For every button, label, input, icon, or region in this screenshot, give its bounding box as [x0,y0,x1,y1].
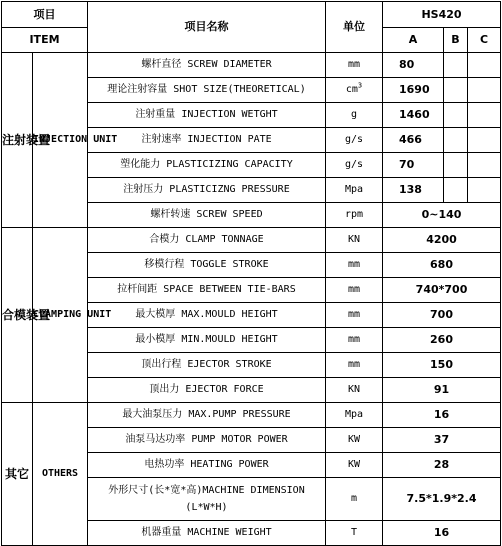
row-unit: KW [326,428,383,453]
row-value-c [468,128,501,153]
row-name: 注射压力 PLASTICIZNG PRESSURE [88,178,326,203]
row-name: 外形尺寸(长*宽*高)MACHINE DIMENSION (L*W*H) [88,478,326,521]
group-others-en: OTHERS [33,403,88,546]
row-unit: m [326,478,383,521]
row-unit: mm [326,328,383,353]
row-name: 顶出力 EJECTOR FORCE [88,378,326,403]
table-row [2,228,501,253]
row-value-span: 16 [383,521,501,546]
row-unit: T [326,521,383,546]
row-value-c [468,103,501,128]
group-clamping-cn: 合模装置 [2,228,33,403]
header-name: 项目名称 [88,2,326,53]
row-value-b [444,78,468,103]
row-value-c [468,53,501,78]
row-value-span: 91 [383,378,501,403]
header-col-c: C [468,28,501,53]
row-name: 最小模厚 MIN.MOULD HEIGHT [88,328,326,353]
row-unit: Mpa [326,178,383,203]
row-value-span: 28 [383,453,501,478]
row-unit: mm [326,253,383,278]
row-unit: KW [326,453,383,478]
header-unit: 单位 [326,2,383,53]
group-injection-cn: 注射装置 [2,53,33,228]
header-col-a: A [383,28,444,53]
table-row [2,53,501,78]
row-name: 合模力 CLAMP TONNAGE [88,228,326,253]
spec-table [1,1,501,546]
row-name: 理论注射容量 SHOT SIZE(THEORETICAL) [88,78,326,103]
row-value-c [468,178,501,203]
row-value-a: 1460 [383,103,444,128]
row-value-b [444,103,468,128]
group-clamping-en: CLAMPING UNIT [33,228,88,403]
row-unit: g [326,103,383,128]
row-unit: mm [326,53,383,78]
group-injection-en: INJECTION UNIT [33,53,88,228]
row-unit: $cm^3$ [326,78,383,103]
row-value-span: 150 [383,353,501,378]
row-unit: g/s [326,128,383,153]
table-row [2,403,501,428]
row-unit: mm [326,303,383,328]
row-value-span: 37 [383,428,501,453]
row-value-a: 80 [383,53,444,78]
header-model: HS420 [383,2,501,28]
header-item-cn: 项目 [2,2,88,28]
row-name: 注射重量 INJECTION WETGHT [88,103,326,128]
row-value-a: 138 [383,178,444,203]
row-name: 油泵马达功率 PUMP MOTOR POWER [88,428,326,453]
row-value-span: 740*700 [383,278,501,303]
row-value-span: 260 [383,328,501,353]
row-value-b [444,178,468,203]
group-others-cn: 其它 [2,403,33,546]
row-name: 机器重量 MACHINE WEIGHT [88,521,326,546]
row-value-span: 16 [383,403,501,428]
row-name: 最大油泵压力 MAX.PUMP PRESSURE [88,403,326,428]
row-name: 注射速率 INJECTION PATE [88,128,326,153]
row-unit: KN [326,378,383,403]
row-value-span: 700 [383,303,501,328]
row-unit: mm [326,278,383,303]
row-name: 螺杆直径 SCREW DIAMETER [88,53,326,78]
row-value-a: 70 [383,153,444,178]
row-unit: Mpa [326,403,383,428]
row-name: 顶出行程 EJECTOR STROKE [88,353,326,378]
row-value-span: 7.5*1.9*2.4 [383,478,501,521]
row-value-a: 1690 [383,78,444,103]
row-unit: g/s [326,153,383,178]
row-value-a: 466 [383,128,444,153]
row-value-b [444,53,468,78]
row-name: 螺杆转速 SCREW SPEED [88,203,326,228]
header-col-b: B [444,28,468,53]
row-name: 拉杆间距 SPACE BETWEEN TIE-BARS [88,278,326,303]
row-value-b [444,128,468,153]
row-name: 移模行程 TOGGLE STROKE [88,253,326,278]
header-item-en: ITEM [2,28,88,53]
row-unit: rpm [326,203,383,228]
row-value-span: 0~140 [383,203,501,228]
row-value-span: 680 [383,253,501,278]
row-value-c [468,153,501,178]
row-unit: KN [326,228,383,253]
row-value-b [444,153,468,178]
row-value-span: 4200 [383,228,501,253]
row-name: 电热功率 HEATING POWER [88,453,326,478]
row-name: 最大模厚 MAX.MOULD HEIGHT [88,303,326,328]
row-name: 塑化能力 PLASTICIZING CAPACITY [88,153,326,178]
row-unit: mm [326,353,383,378]
header-row-1 [2,2,501,28]
row-value-c [468,78,501,103]
